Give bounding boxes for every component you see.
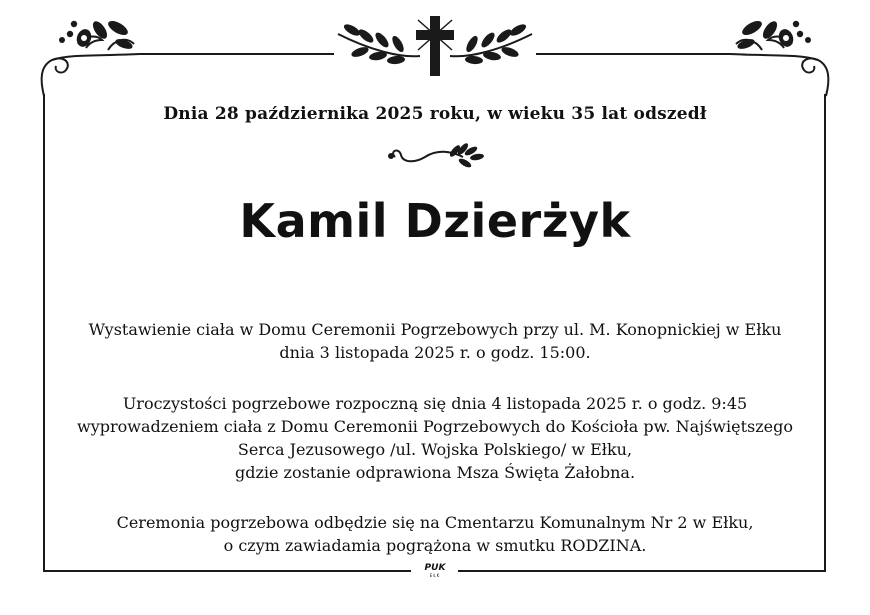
funeral-paragraph [40, 392, 830, 484]
death-date-line: Dnia 28 października 2025 roku, w wieku 35 lat odszedł [163, 104, 707, 124]
deceased-name: Kamil Dzierżyk [239, 194, 631, 248]
viewing-line: Wystawienie ciała w Domu Ceremonii Pogrzebowych przy ul. M. Konopnickiej w Ełku [88, 320, 782, 339]
frame-bottom-border-left [43, 570, 411, 572]
frame-bottom-border-right [458, 570, 826, 572]
burial-paragraph [40, 511, 830, 557]
funeral-line: Serca Jezusowego /ul. Wojska Polskiego/ w Ełku, [237, 440, 633, 459]
cross-with-laurel-icon [338, 16, 532, 76]
logo-main-text: PUK [424, 563, 446, 573]
burial-line: o czym zawiadamia pogrążona w smutku RODZINA. [223, 536, 647, 555]
top-ornament [0, 0, 870, 100]
leaf-swirl-icon [385, 141, 487, 173]
puk-logo [412, 563, 458, 583]
funeral-line: Uroczystości pogrzebowe rozpoczną się dnia 4 listopada 2025 r. o godz. 9:45 [122, 394, 748, 413]
logo-sub-text: EŁK [429, 573, 441, 578]
viewing-paragraph [40, 318, 830, 364]
viewing-line: dnia 3 listopada 2025 r. o godz. 15:00. [279, 343, 591, 362]
funeral-line: wyprowadzeniem ciała z Domu Ceremonii Pogrzebowych do Kościoła pw. Najświętszego [77, 417, 793, 436]
funeral-line: gdzie zostanie odprawiona Msza Święta Żałobna. [234, 463, 636, 482]
burial-line: Ceremonia pogrzebowa odbędzie się na Cmentarzu Komunalnym Nr 2 w Ełku, [116, 513, 754, 532]
